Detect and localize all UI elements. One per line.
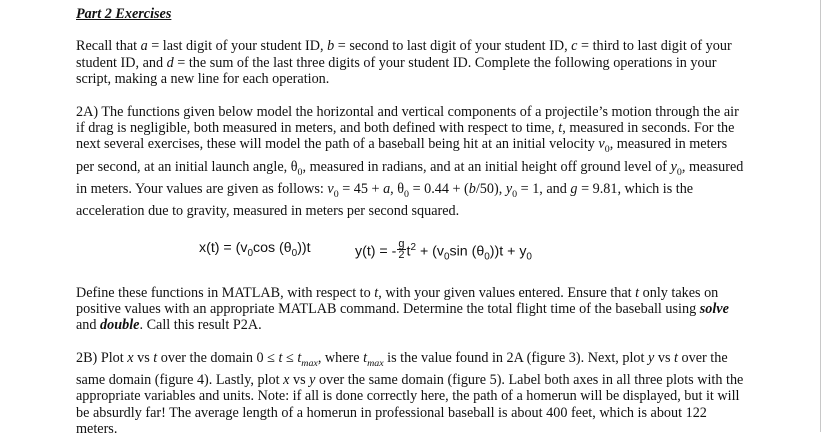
section-heading: Part 2 Exercises — [76, 6, 172, 22]
define-functions-paragraph: Define these functions in MATLAB, with respect to t, with your given values entered. Ensure that t only takes on positive values with an appropriate MATLAB command. Determine the total flight time of the baseball using solve and double. Call this result P2A. — [76, 284, 729, 334]
x-equation: $x(t) = (v_0\cos$ $(\theta_0))t$ — [199, 239, 311, 259]
exercise-2b-paragraph: 2B) Plot x vs t over the domain $0 \le t \le t_{max}$, where $t_{max}$ is the value found in 2A (figure 3). Next, plot y vs t over the same domain (figure 4). Lastly, plot x vs y over the same domain (figure 5). Label both axes in all three plots with the appropriate variables and units. Note: if all is done correctly here, the path of a homerun will be displayed, but it will be absurdly far! The average length of a homerun in professional baseball is about 400 feet, which is about 122 meters. — [76, 349, 744, 438]
document-body — [76, 6, 748, 438]
intro-paragraph: Recall that a = last digit of your student ID, b = second to last digit of your student ID, c = third to last digit of your student ID, and d = the sum of the last three digits of your student ID. Complete the following operations in your script, making a new line for each operation. — [76, 38, 732, 88]
equations-block — [76, 229, 748, 269]
g-over-2-fraction: $\frac{g}{2}$ — [398, 238, 405, 262]
exercise-2a-paragraph: 2A) The functions given below model the horizontal and vertical components of a projectile’s motion through the air if drag is negligible, both measured in meters, and both defined with respect to time, t, measured in seconds. For the next several exercises, these will model the path of a baseball being hit at an initial velocity $v_0$, measured in meters per second, at an initial launch angle, $\theta_0$, measured in radians, and at an initial height off ground level of $y_0$, measured in meters. Your values are given as follows: $v_0 = 45 + a$, $\theta_0 = 0.44 + (b/50)$, $y_0 = 1$, and g = 9.81, which is the acceleration due to gravity, measured in meters per second squared. — [76, 103, 744, 220]
y-equation: y(t) = - $\frac{g}{2}$ $t^2 + (v_0\sin$ $(\theta_0))t + y_0$ — [355, 238, 532, 263]
